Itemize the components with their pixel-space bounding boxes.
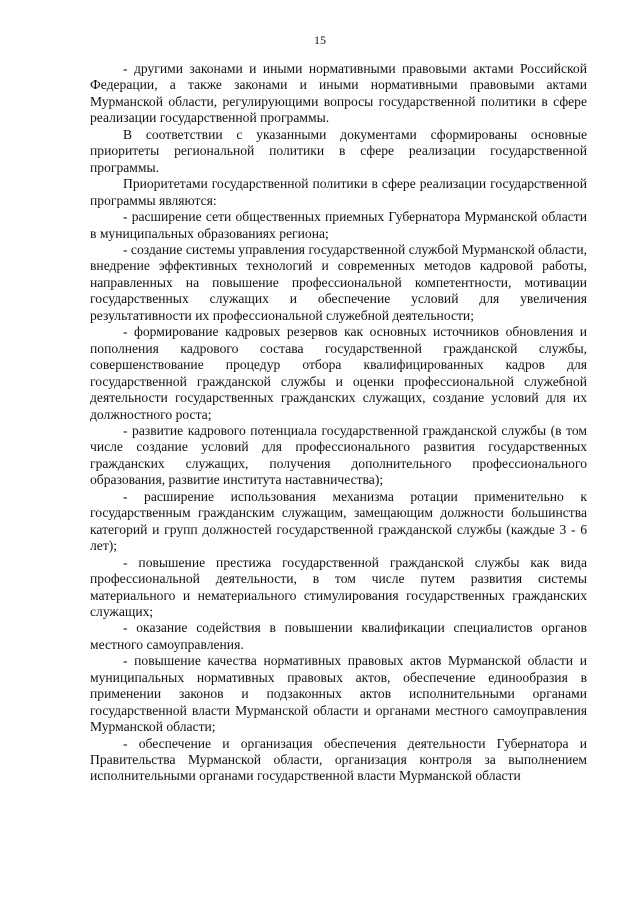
paragraph-priorities-intro: Приоритетами государственной политики в сфере реализации государственной программы являются: [90, 176, 587, 208]
page-number: 15 [314, 33, 326, 47]
list-item-governor-support: - обеспечение и организация обеспечения деятельности Губернатора и Правительства Мурманской области, организация контроля за выполнением исполнительными органами государственной власти Мурманской области [90, 735, 587, 784]
list-item-personnel-potential: - развитие кадрового потенциала государственной гражданской службы (в том числе создание условий для профессионального развития государственных гражданских служащих, получения дополнительного профессионального образования, развитие института наставничества); [90, 422, 587, 488]
list-item-personnel-reserves: - формирование кадровых резервов как основных источников обновления и пополнения кадрового состава государственной гражданской службы, совершенствование процедур отбора квалифицированных кадров для государственной гражданской службы и оценки профессиональной служебной деятельности государственных гражданских служащих, создание условий для их должностного роста; [90, 324, 587, 422]
list-item-legal-acts-quality: - повышение качества нормативных правовых актов Мурманской области и муниципальных нормативных правовых актов, обеспечение единообразия в применении законов и подзаконных актов исполнительными органами государственной власти Мурманской области и органами местного самоуправления Мурманской области; [90, 653, 587, 735]
paragraph-priorities-formed: В соответствии с указанными документами сформированы основные приоритеты региональной политики в сфере реализации государственной программы. [90, 126, 587, 175]
paragraph-other-laws: - другими законами и иными нормативными правовыми актами Российской Федерации, а также законами и иными нормативными правовыми актами Мурманской области, регулирующими вопросы государственной политики в сфере реализации государственной программы. [90, 61, 587, 126]
list-item-qualification: - оказание содействия в повышении квалификации специалистов органов местного самоуправления. [90, 620, 587, 652]
list-item-prestige: - повышение престижа государственной гражданской службы как вида профессиональной деятельности, в том числе путем развития системы материального и нематериального стимулирования государственных гражданских служащих; [90, 554, 587, 619]
body-text [90, 61, 587, 785]
list-item-public-reception: - расширение сети общественных приемных Губернатора Мурманской области в муниципальных образованиях региона; [90, 209, 587, 241]
list-item-rotation: - расширение использования механизма ротации применительно к государственным гражданским служащим, замещающим должности большинства категорий и групп должностей государственной гражданской службы (каждые 3 - 6 лет); [90, 488, 587, 554]
list-item-management-system: - создание системы управления государственной службой Мурманской области, внедрение эффективных технологий и современных методов кадровой работы, направленных на повышение профессиональной компетентности, мотивации государственных служащих и обеспечение условий для увеличения результативности их профессиональной служебной деятельности; [90, 241, 587, 323]
